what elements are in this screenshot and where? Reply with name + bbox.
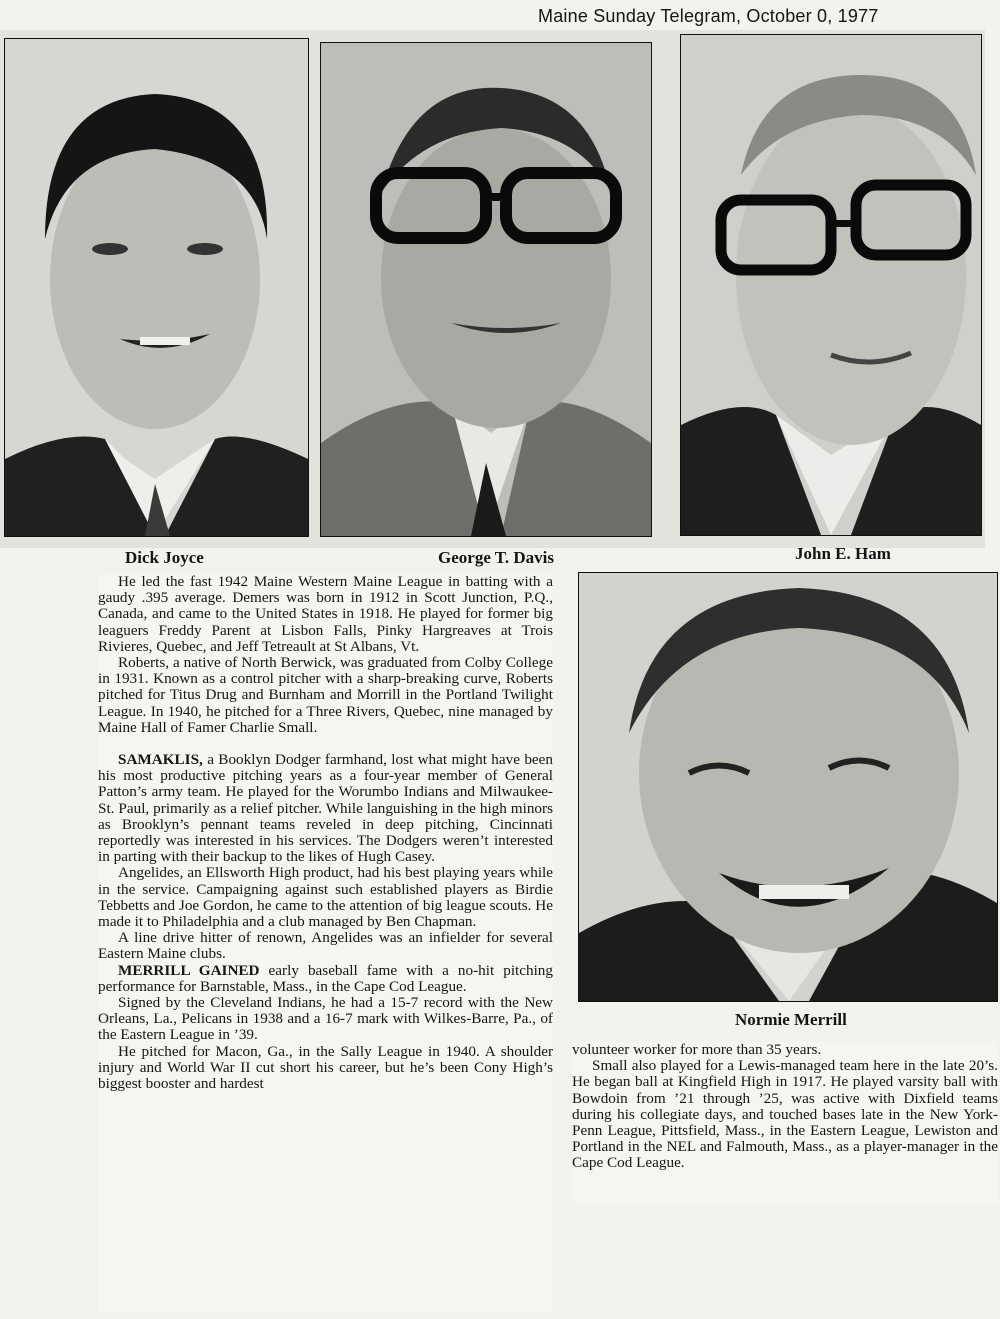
caption-george-t-davis: George T. Davis	[438, 548, 554, 567]
paragraph: Angelides, an Ellsworth High product, had his best playing years while in the service. Campaigning against such established players as Birdie Tebbetts and Joe Gordon, he came to the attention of big league scouts. He made it to Philadelphia and a club managed by Ben Chapman.	[98, 864, 553, 931]
paragraph-body: a Booklyn Dodger farmhand, lost what might have been his most productive pitching years as a four-year member of General Patton’s army team. He played for the Worumbo Indians and Milwaukee-St. Paul, primarily as a relief pitcher. While languishing in the high minors as Brooklyn’s pennant teams reveled in deep pitching, Cincinnati reportedly was interested in his services. The Dodgers weren’t interested in parting with their backup to the likes of Hugh Casey.	[98, 751, 553, 866]
photo-john-e-ham	[680, 34, 982, 536]
paragraph: volunteer worker for more than 35 years.	[572, 1041, 822, 1058]
photo-normie-merrill	[578, 572, 998, 1002]
portrait-john-ham-image	[681, 35, 981, 535]
caption-dick-joyce: Dick Joyce	[125, 548, 204, 567]
paragraph: A line drive hitter of renown, Angelides was an infielder for several Eastern Maine clubs.	[98, 929, 553, 963]
portrait-normie-merrill-image	[579, 573, 997, 1001]
paragraph: He pitched for Macon, Ga., in the Sally League in 1940. A shoulder injury and World War II cut short his career, but he’s been Cony High’s biggest booster and hardest	[98, 1042, 553, 1093]
paragraph	[98, 752, 553, 865]
caption-normie-merrill: Normie Merrill	[735, 1010, 847, 1029]
article-left-column	[98, 574, 553, 1312]
portrait-george-davis-image	[321, 43, 651, 536]
paragraph: He led the fast 1942 Maine Western Maine League in batting with a gaudy .395 average. Demers was born in 1912 in Scott Junction, P.Q., Canada, and came to the United States in 1918. He played for former big leaguers Freddy Parent at Lisbon Falls, Pinky Hargreaves at Trois Rivieres, Quebec, and Jeff Tetreault at St Albans, Vt.	[98, 573, 553, 655]
paragraph: Signed by the Cleveland Indians, he had a 15-7 record with the New Orleans, La., Pelicans in 1938 and a 16-7 mark with Wilkes-Barre, Pa., of the Eastern League in ’39.	[98, 994, 553, 1044]
paragraph: Small also played for a Lewis-managed team here in the late 20’s. He began ball at Kingfield High in 1917. He played varsity ball with Bowdoin from ’21 through ’25, was active with Dixfield teams during his collegiate days, and touched bases late in the New York-Penn League, Pittsfield, Mass., in the Eastern League, Lewiston and Portland in the NEL and Falmouth, Mass., as a player-manager in the Cape Cod League.	[572, 1057, 998, 1172]
article-right-column	[572, 1042, 998, 1204]
paragraph-body: early baseball fame with a no-hit pitching performance for Barnstable, Mass., in the Cape Cod League.	[98, 961, 553, 995]
paragraph	[98, 963, 553, 995]
paragraph-lead-samaklis: SAMAKLIS,	[118, 751, 203, 769]
caption-john-e-ham: John E. Ham	[795, 544, 891, 563]
paragraph: Roberts, a native of North Berwick, was graduated from Colby College in 1931. Known as a control pitcher with a sharp-breaking curve, Roberts pitched for Titus Drug and Burnham and Morrill in the Portland Twilight League. In 1940, he pitched for a Three Rivers, Quebec, nine managed by Maine Hall of Famer Charlie Small.	[98, 654, 553, 736]
dateline: Maine Sunday Telegram, October 0, 1977	[538, 6, 879, 26]
photo-dick-joyce	[4, 38, 309, 537]
paragraph-lead-merrill: MERRILL GAINED	[118, 961, 260, 979]
portrait-dick-joyce-image	[5, 39, 308, 536]
photo-george-t-davis	[320, 42, 652, 537]
